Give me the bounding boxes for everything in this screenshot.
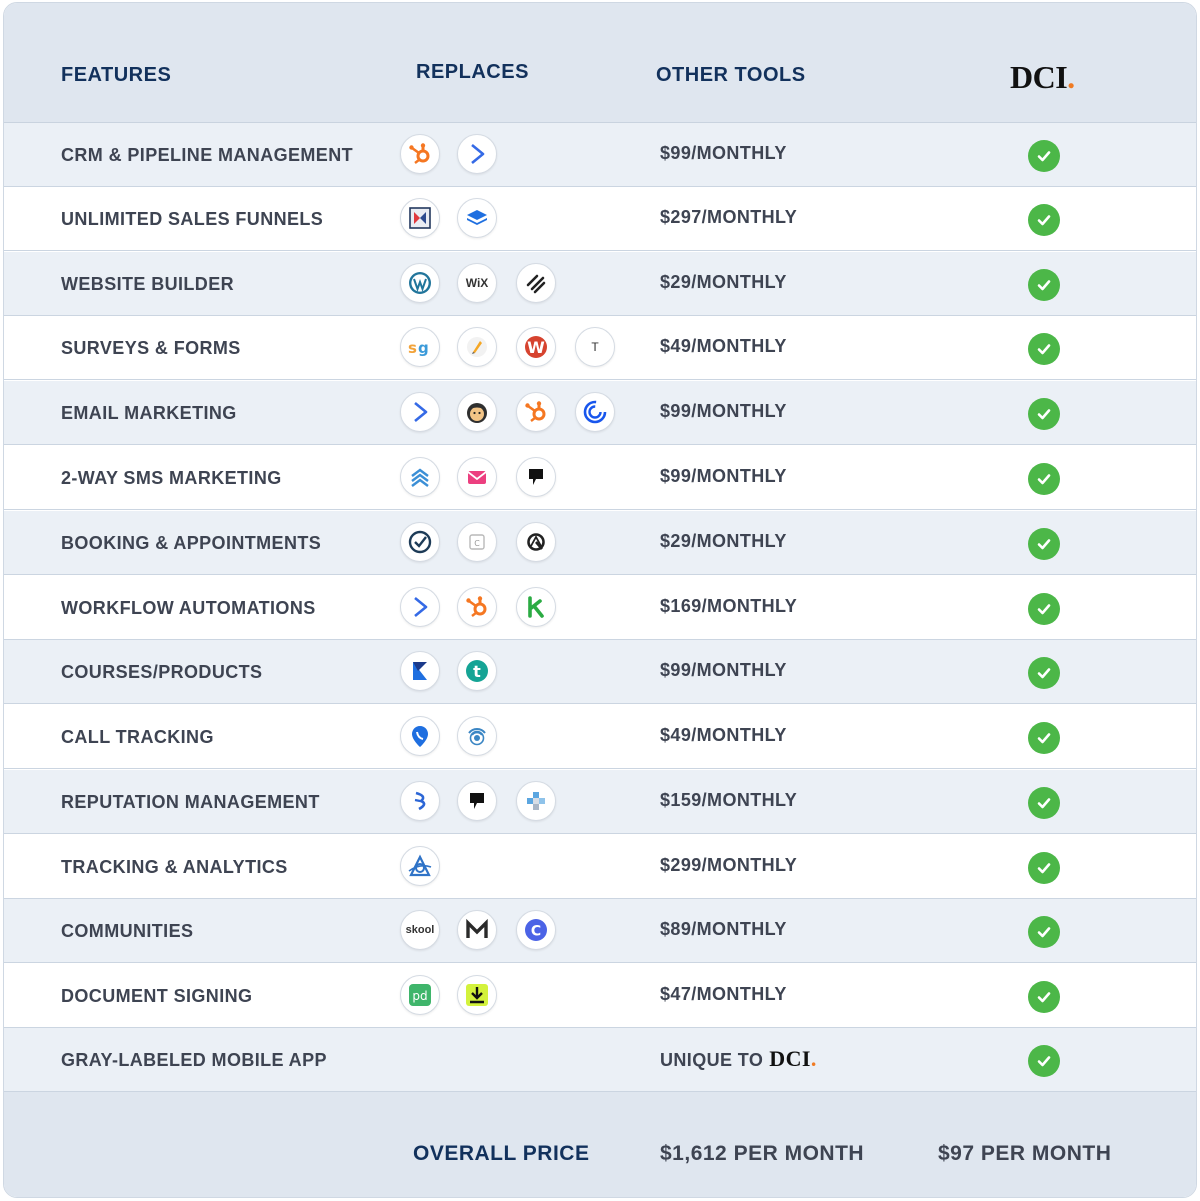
price-text: $49/MONTHLY [660, 336, 787, 356]
constantcontact-icon [575, 392, 615, 432]
svg-text:C: C [474, 539, 480, 548]
activecampaign-icon [400, 392, 440, 432]
kajabi-icon [400, 651, 440, 691]
circle-icon [516, 910, 556, 950]
pandadoc-icon [400, 975, 440, 1015]
feature-label: REPUTATION MANAGEMENT [61, 792, 320, 812]
svg-text:s: s [408, 339, 417, 357]
header-other-tools: OTHER TOOLS [656, 64, 806, 86]
feature-label: 2-WAY SMS MARKETING [61, 468, 282, 488]
feature-label: BOOKING & APPOINTMENTS [61, 533, 322, 553]
price-text: $99/MONTHLY [660, 466, 787, 486]
table-row [4, 511, 1196, 575]
table-row [4, 446, 1196, 510]
other-tools-price [660, 596, 797, 617]
table-row [4, 964, 1196, 1028]
textmagic-icon [457, 457, 497, 497]
feature-label: CRM & PIPELINE MANAGEMENT [61, 145, 354, 165]
dci-total: $97 PER MONTH [938, 1142, 1112, 1165]
price-text: $99/MONTHLY [660, 660, 787, 680]
other-tools-price [660, 336, 787, 357]
feature-label: EMAIL MARKETING [61, 403, 237, 423]
calendly-icon [400, 522, 440, 562]
hubspot-icon [457, 587, 497, 627]
mightynetworks-icon [457, 910, 497, 950]
feature-label: SURVEYS & FORMS [61, 338, 241, 358]
svg-text:W: W [527, 338, 545, 357]
check-icon [1028, 140, 1060, 172]
other-tools-price [660, 466, 787, 487]
other-tools-price [660, 919, 787, 940]
table-row [4, 252, 1196, 316]
feature-label: GRAY-LABELED MOBILE APP [61, 1050, 327, 1070]
feature-label: COURSES/PRODUCTS [61, 662, 263, 682]
price-text: $169/MONTHLY [660, 596, 798, 616]
overall-price-label: OVERALL PRICE [413, 1142, 590, 1165]
docusign-icon [457, 975, 497, 1015]
other-tools-price [660, 660, 787, 681]
check-icon [1028, 1045, 1060, 1077]
table-row [4, 770, 1196, 834]
svg-text:g: g [418, 339, 429, 357]
reputation-icon [516, 781, 556, 821]
feature-label: WORKFLOW AUTOMATIONS [61, 598, 316, 618]
other-tools-total: $1,612 PER MONTH [660, 1142, 865, 1165]
other-tools-price [660, 855, 797, 876]
price-text: $159/MONTHLY [660, 790, 798, 810]
check-icon [1028, 981, 1060, 1013]
price-text: UNIQUE TO [660, 1050, 764, 1070]
analytics-icon [400, 846, 440, 886]
dci-logo: DCI. [1010, 59, 1075, 95]
table-row [4, 640, 1196, 704]
svg-text:C: C [530, 923, 542, 940]
surveygizmo-icon [400, 327, 440, 367]
other-tools-price [660, 725, 787, 746]
table-row [4, 899, 1196, 963]
keap-icon [516, 587, 556, 627]
calendar-icon [457, 522, 497, 562]
acuity-icon [516, 522, 556, 562]
header-features: FEATURES [61, 64, 172, 86]
price-text: $99/MONTHLY [660, 143, 787, 163]
squarespace-icon [516, 263, 556, 303]
check-icon [1028, 593, 1060, 625]
skool-icon-text: skool [405, 924, 435, 936]
check-icon [1028, 333, 1060, 365]
activecampaign-icon [457, 134, 497, 174]
price-text: $29/MONTHLY [660, 272, 787, 292]
price-text: $89/MONTHLY [660, 919, 787, 939]
check-icon [1028, 463, 1060, 495]
table-row [4, 576, 1196, 640]
birdeye-icon [400, 781, 440, 821]
table-row [4, 381, 1196, 445]
check-icon [1028, 528, 1060, 560]
other-tools-price [660, 790, 797, 811]
price-text: $299/MONTHLY [660, 855, 798, 875]
header-replaces: REPLACES [416, 61, 529, 83]
table-footer [4, 1092, 1196, 1198]
price-text: $29/MONTHLY [660, 531, 787, 551]
other-tools-price [660, 207, 797, 228]
skool-icon [400, 910, 440, 950]
price-text: $99/MONTHLY [660, 401, 787, 421]
comparison-table [3, 2, 1197, 1198]
other-tools-price [660, 143, 787, 164]
feature-label: COMMUNITIES [61, 921, 194, 941]
check-icon [1028, 657, 1060, 689]
table-row [4, 705, 1196, 769]
typeform-icon [575, 327, 615, 367]
hubspot-icon [400, 134, 440, 174]
podium-icon [516, 457, 556, 497]
other-tools-price [660, 401, 787, 422]
typeform-icon-text: T [591, 340, 599, 354]
price-text: $49/MONTHLY [660, 725, 787, 745]
feature-label: DOCUMENT SIGNING [61, 986, 253, 1006]
wufoo-icon [516, 327, 556, 367]
other-tools-price [660, 1046, 817, 1072]
table-header [4, 3, 1196, 123]
calltrackingmetrics-icon [457, 716, 497, 756]
price-text: $47/MONTHLY [660, 984, 787, 1004]
activecampaign-icon [400, 587, 440, 627]
check-icon [1028, 787, 1060, 819]
teachable-icon [457, 651, 497, 691]
svg-text:pd: pd [412, 989, 428, 1003]
check-icon [1028, 722, 1060, 754]
feature-label: CALL TRACKING [61, 727, 214, 747]
jotform-icon [457, 327, 497, 367]
check-icon [1028, 204, 1060, 236]
other-tools-price [660, 272, 787, 293]
wix-icon-text: WiX [465, 276, 489, 290]
check-icon [1028, 916, 1060, 948]
table-row [4, 1028, 1196, 1092]
inline-dci-logo: DCI. [769, 1046, 817, 1071]
table-row [4, 123, 1196, 187]
table-row [4, 835, 1196, 899]
price-text: $297/MONTHLY [660, 207, 798, 227]
check-icon [1028, 398, 1060, 430]
podium-icon [457, 781, 497, 821]
check-icon [1028, 269, 1060, 301]
mailchimp-icon [457, 392, 497, 432]
clickfunnels-icon [400, 198, 440, 238]
callrail-icon [400, 716, 440, 756]
other-tools-price [660, 531, 787, 552]
svg-text:t: t [473, 662, 481, 681]
leadpages-icon [457, 198, 497, 238]
wix-icon [457, 263, 497, 303]
other-tools-price [660, 984, 787, 1005]
feature-label: WEBSITE BUILDER [61, 274, 235, 294]
hubspot-icon [516, 392, 556, 432]
klaviyo-icon [400, 457, 440, 497]
table-row [4, 316, 1196, 380]
table-row [4, 187, 1196, 251]
check-icon [1028, 852, 1060, 884]
wordpress-icon [400, 263, 440, 303]
feature-label: UNLIMITED SALES FUNNELS [61, 209, 324, 229]
feature-label: TRACKING & ANALYTICS [61, 857, 288, 877]
